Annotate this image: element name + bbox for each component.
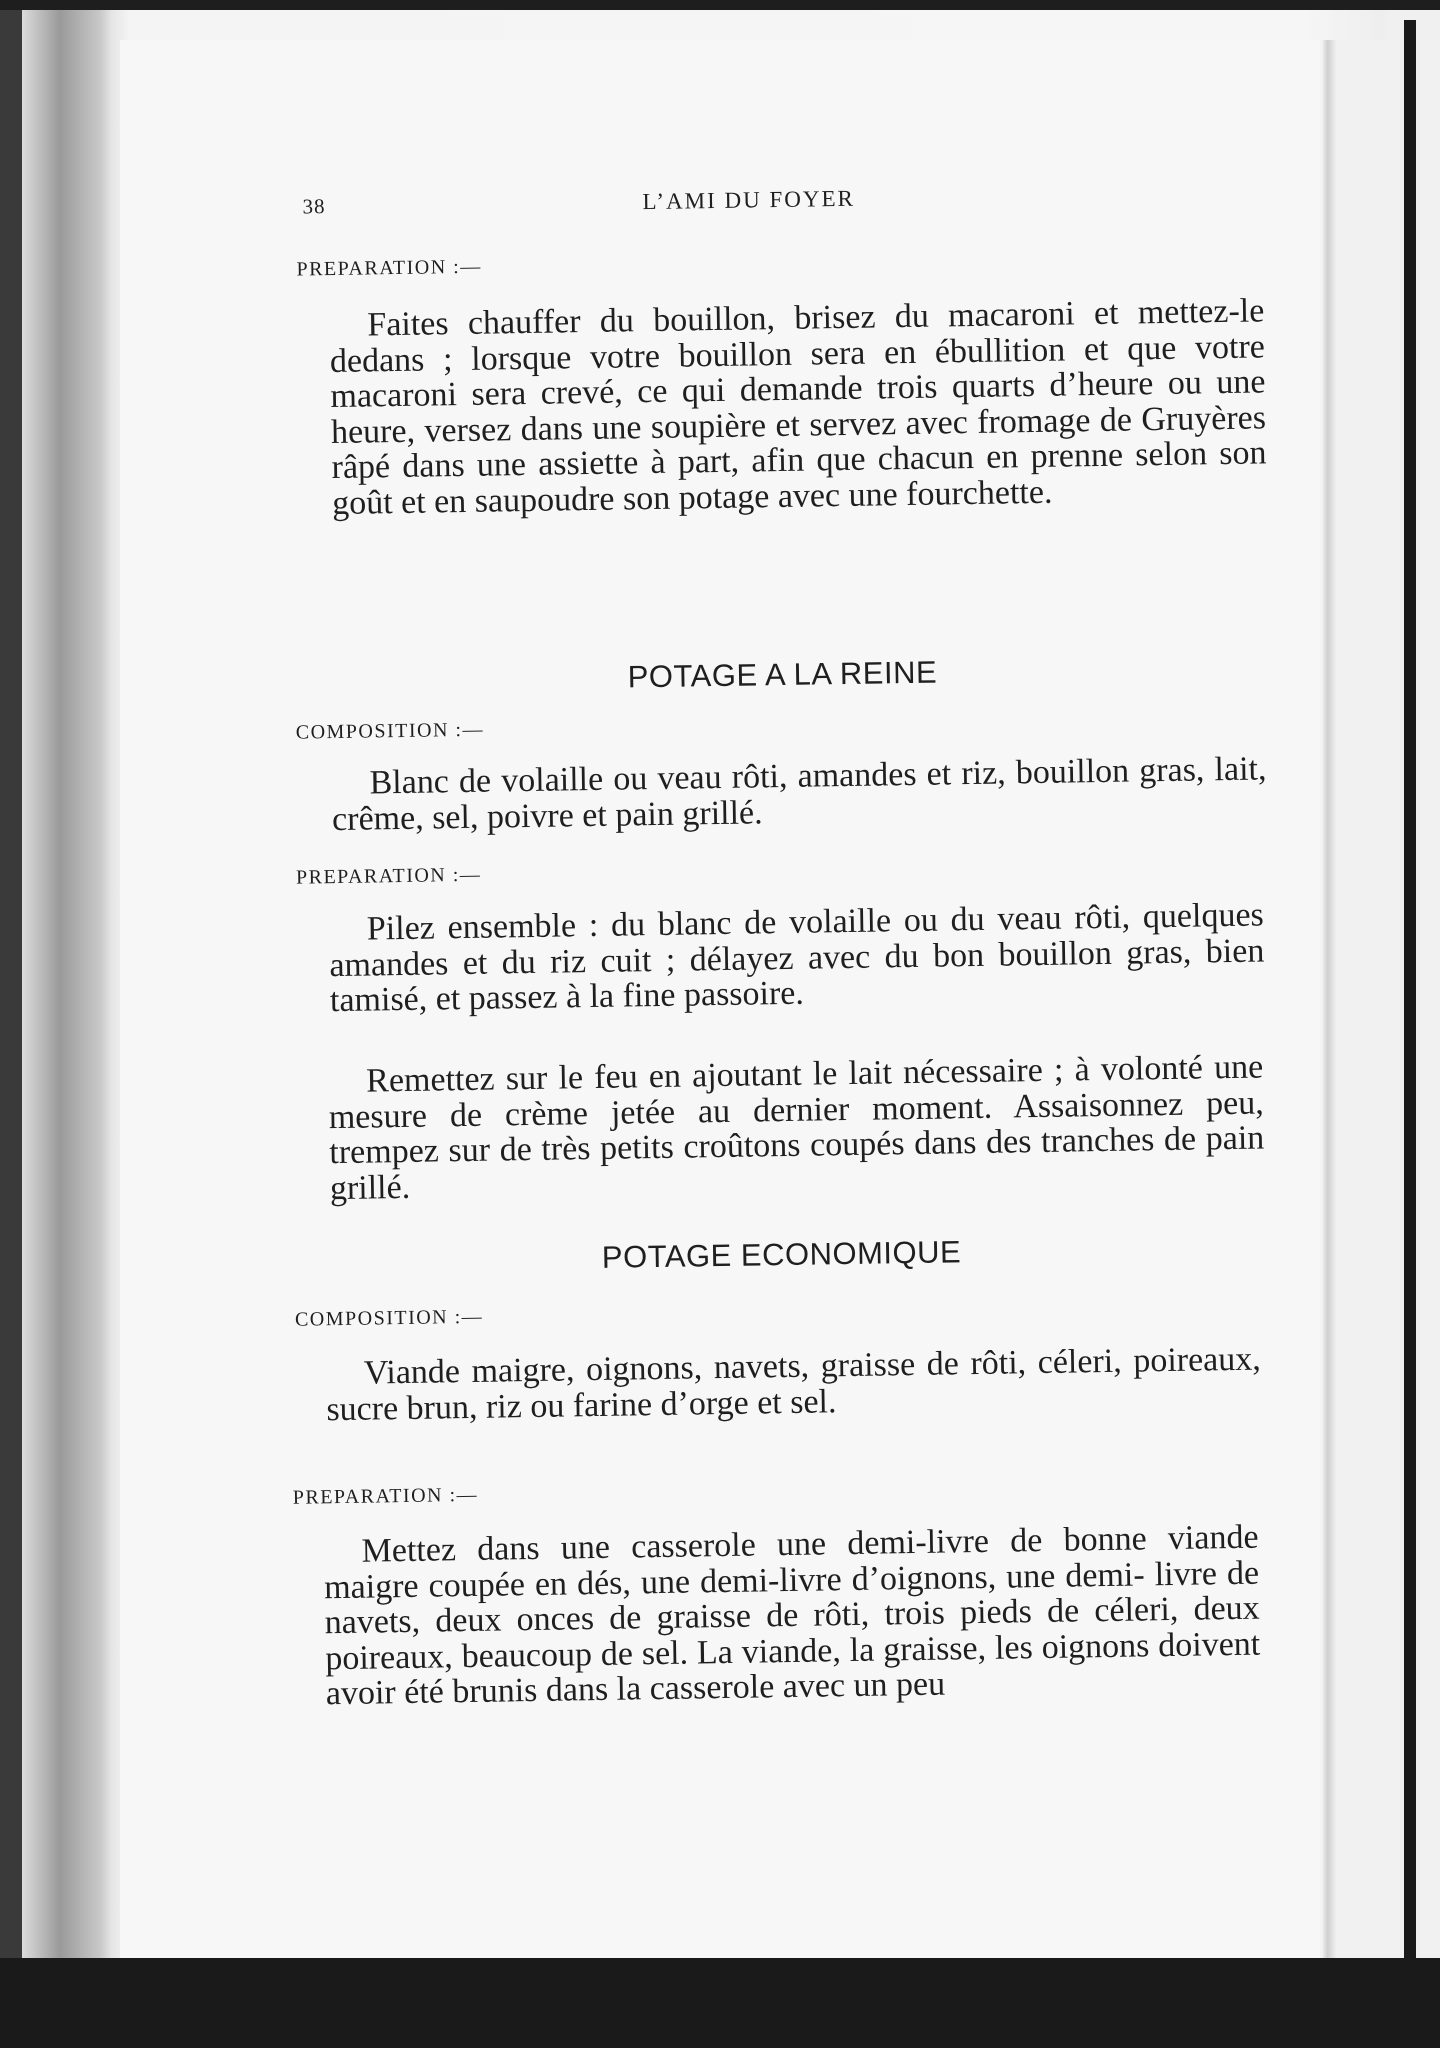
- scan-bottom-border: [0, 1958, 1440, 2048]
- running-title: L’AMI DU FOYER: [642, 185, 856, 215]
- recipe-title: POTAGE ECONOMIQUE: [601, 1234, 962, 1275]
- preparation-label: PREPARATION :—: [296, 255, 482, 281]
- book-page: [120, 40, 1320, 1958]
- recipe-title: POTAGE A LA REINE: [627, 654, 938, 695]
- facing-page-edge: [1336, 40, 1440, 1958]
- composition-paragraph: Blanc de volaille ou veau rôti, amandes et riz, bouillon gras, lait, crême, sel, poivre et pain grillé.: [331, 750, 1267, 838]
- composition-label: COMPOSITION :—: [295, 718, 485, 744]
- preparation-label: PREPARATION :—: [295, 863, 482, 889]
- preparation-paragraph: Mettez dans une casserole une demi-livre de bonne viande maigre coupée en dés, une demi-livre d’oignons, une demi- livre de navets, deux onces de graisse de rôti, trois pieds de céleri, deux poireaux, beaucoup de sel. La viande, la graisse, les oignons doivent avoir été brunis dans la casserole avec un peu: [323, 1518, 1261, 1713]
- composition-paragraph: Viande maigre, oignons, navets, graisse de rôti, céleri, poireaux, sucre brun, riz ou farine d’orge et sel.: [326, 1340, 1262, 1428]
- scan-top-border: [0, 0, 1440, 10]
- preparation-paragraph: Pilez ensemble : du blanc de volaille ou du veau rôti, quelques amandes et du riz cuit ; délayez avec du bon bouillon gras, bien tamisé, et passez à la fine passoire.: [329, 896, 1265, 1020]
- page-number: 38: [302, 194, 326, 219]
- preparation-label: PREPARATION :—: [292, 1483, 479, 1509]
- scan-right-border: [1404, 20, 1416, 1970]
- page-text-block: [105, 31, 1335, 1968]
- preparation-paragraph: Faites chauffer du bouillon, brisez du macaroni et mettez-le dedans ; lorsque votre bouillon sera en ébullition et que votre macaroni sera crevé, ce qui demande trois quarts d’heure ou une heure, versez dans une soupière et servez avec fromage de Gruyères râpé dans une assiette à part, afin que chacun en prenne selon son goût et en saupoudre son potage avec une fourchette.: [329, 292, 1267, 522]
- composition-label: COMPOSITION :—: [294, 1305, 484, 1331]
- running-head: [302, 182, 1123, 235]
- preparation-paragraph: Remettez sur le feu en ajoutant le lait nécessaire ; à volonté une mesure de crème jetée au dernier moment. Assaisonnez peu, trempez sur de très petits croûtons coupés dans des tranches de pain grillé.: [328, 1048, 1265, 1207]
